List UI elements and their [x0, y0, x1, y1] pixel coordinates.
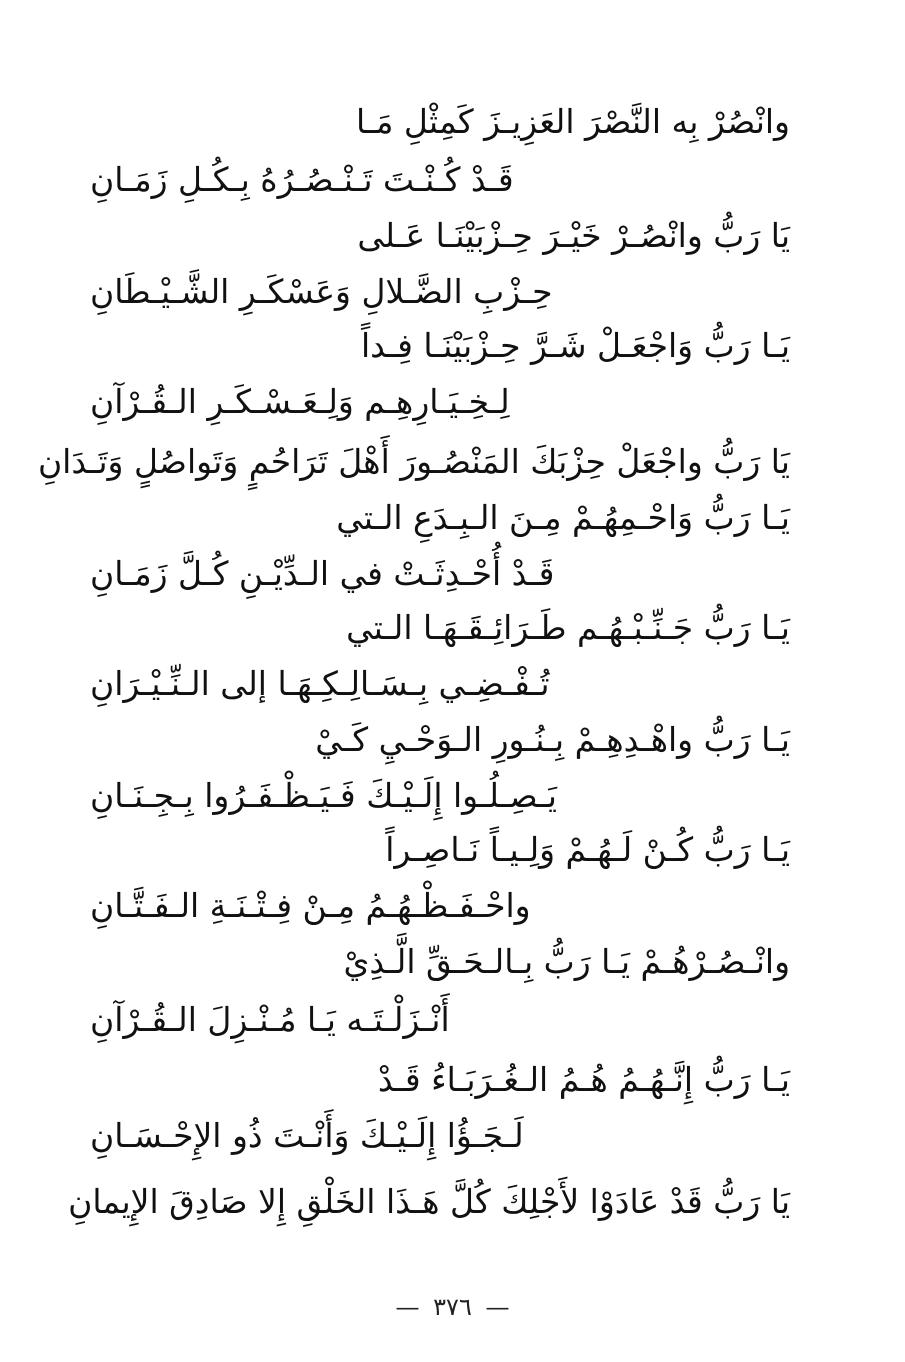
page-number: [0, 1292, 905, 1322]
verse-10-second-hemistich: لَـجَـؤُا إِلَـيْـكَ وَأَنْـتَ ذُو الإِحْـسَـانِ: [90, 1116, 524, 1155]
verse-2-first-hemistich: يَا رَبُّ وانْصُـرْ خَيْـرَ حِـزْبَيْنَـا عَـلى: [357, 216, 790, 255]
verse-9-second-hemistich: أَنْـزَلْـتَـه يَـا مُـنْـزِلَ الـقُـرْآنِ: [90, 1000, 450, 1039]
verse-4-full-line: يَا رَبُّ واجْعَلْ حِزْبَكَ المَنْصُـورَ أَهْلَ تَرَاحُمٍ وَتَواصُلٍ وَتَـدَانِ: [37, 442, 790, 481]
verse-5-second-hemistich: قَـدْ أُحْـدِثَـتْ في الـدِّيْـنِ كُـلَّ زَمَـانِ: [90, 554, 555, 593]
verse-1-first-hemistich: وانْصُرْ بِه النَّصْرَ العَزِيـزَ كَمِثْلِ مَـا: [356, 102, 790, 141]
page-number-value: ٣٧٦: [433, 1293, 472, 1321]
verse-2-second-hemistich: حِـزْبِ الضَّـلالِ وَعَسْكَـرِ الشَّـيْـطَانِ: [90, 272, 553, 311]
page-number-dash-left: —: [395, 1293, 420, 1321]
verse-7-first-hemistich: يَـا رَبُّ واهْـدِهِـمْ بِـنُـورِ الـوَحْـيِ كَـيْ: [315, 720, 790, 759]
verse-11-full-line: يَا رَبُّ قَدْ عَادَوْا لأَجْلِكَ كُلَّ هَـذَا الخَلْقِ إِلا صَادِقَ الإِيمانِ: [68, 1182, 790, 1221]
verse-9-first-hemistich: وانْـصُـرْهُـمْ يَـا رَبُّ بِـالـحَـقِّ الَّـذِيْ: [343, 942, 790, 981]
verse-3-second-hemistich: لِـخِـيَـارِهِـم وَلِـعَـسْـكَـرِ الـقُـرْآنِ: [90, 382, 510, 421]
verse-8-first-hemistich: يَـا رَبُّ كُـنْ لَـهُـمْ وَلِـيـاً نَـاصِـراً: [385, 830, 790, 869]
verse-7-second-hemistich: يَـصِـلُـوا إِلَـيْـكَ فَـيَـظْـفَـرُوا بِـجِـنَـانِ: [90, 776, 557, 815]
verse-8-second-hemistich: واحْـفَـظْـهُـمُ مِـنْ فِـتْـنَـةِ الـفَـتَّـانِ: [90, 886, 531, 925]
verse-10-first-hemistich: يَـا رَبُّ إِنَّـهُـمُ هُـمُ الـغُـرَبَـاءُ قَـدْ: [377, 1060, 790, 1099]
page-number-dash-right: —: [485, 1293, 510, 1321]
verse-5-first-hemistich: يَـا رَبُّ وَاحْـمِهُـمْ مِـنَ الـبِـدَعِ الـتي: [336, 498, 790, 537]
verse-6-second-hemistich: تُـفْـضِـي بِـسَـالِـكِـهَـا إلى الـنِّـيْـرَانِ: [90, 664, 550, 703]
verse-3-first-hemistich: يَـا رَبُّ وَاجْعَـلْ شَـرَّ حِـزْبَيْنَـا فِـداً: [361, 326, 790, 365]
verse-1-second-hemistich: قَـدْ كُـنْـتَ تَـنْـصُـرُهُ بِـكُـلِ زَمَـانِ: [90, 160, 514, 199]
verse-6-first-hemistich: يَـا رَبُّ جَـنِّـبْـهُـم طَـرَائِـقَـهَـا الـتي: [346, 608, 790, 647]
